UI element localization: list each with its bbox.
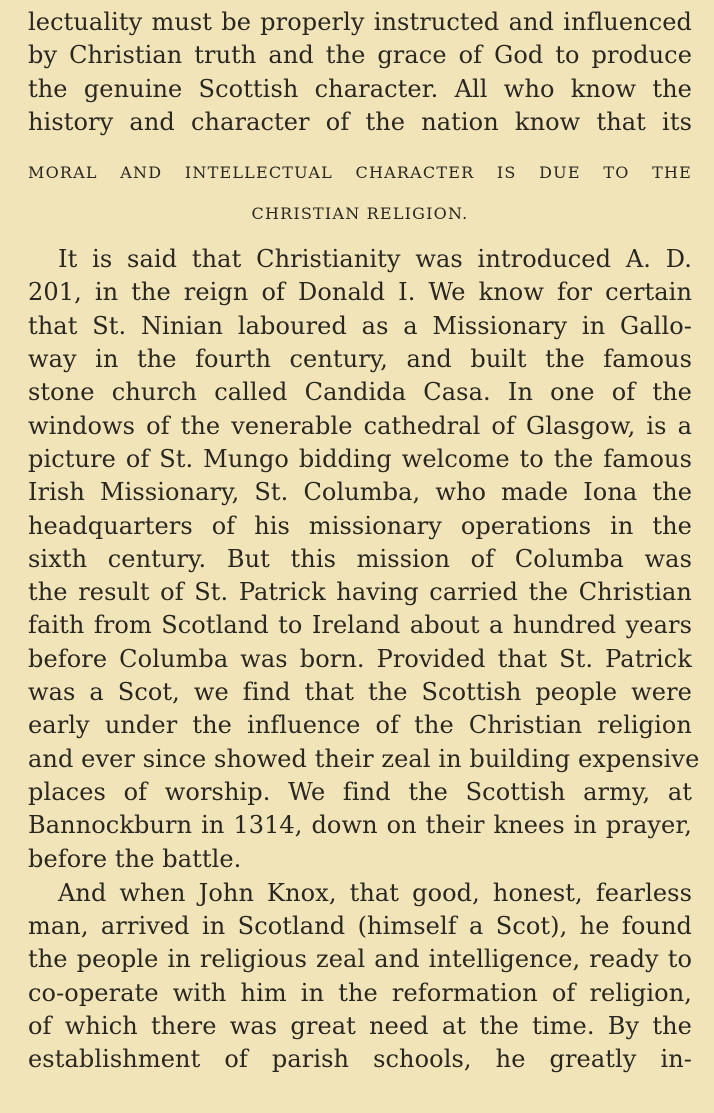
text-line: 201, in the reign of Donald I. We know for certain (28, 278, 692, 307)
text-line: windows of the venerable cathedral of Glasgow, is a (28, 411, 692, 440)
section-heading-line: CHRISTIAN RELIGION. (251, 204, 469, 224)
text-line: Bannockburn in 1314, down on their knees in prayer, (28, 811, 692, 840)
text-line: before Columba was born. Provided that St. Patrick (28, 644, 692, 673)
text-line: It is said that Christianity was introduced A. D. (58, 245, 692, 274)
text-line: stone church called Candida Casa. In one of the (28, 378, 692, 407)
text-line: sixth century. But this mission of Columba was (28, 544, 692, 573)
text-line: headquarters of his missionary operations in the (28, 511, 692, 540)
text-line: of which there was great need at the time. By the (28, 1012, 692, 1041)
text-line: and ever since showed their zeal in building expensive (28, 744, 700, 773)
text-line: the result of St. Patrick having carried the Christian (28, 578, 692, 607)
text-line: Irish Missionary, St. Columba, who made Iona the (28, 478, 692, 507)
text-line: picture of St. Mungo bidding welcome to the famous (28, 444, 692, 473)
text-line: that St. Ninian laboured as a Missionary in Gallo- (28, 311, 692, 340)
text-line: was a Scot, we find that the Scottish people were (28, 678, 692, 707)
text-line: early under the influence of the Christian religion (28, 711, 692, 740)
intro-text (28, 6, 692, 139)
text-line: the people in religious zeal and intelligence, ready to (28, 945, 692, 974)
text-line: And when John Knox, that good, honest, fearless (58, 878, 692, 907)
text-line: by Christian truth and the grace of God to produce (28, 41, 692, 70)
text-line: history and character of the nation know that its (28, 107, 692, 136)
text-line: places of worship. We find the Scottish army, at (28, 777, 692, 806)
section-heading-line: MORAL AND INTELLECTUAL CHARACTER IS DUE TO THE (28, 163, 692, 183)
text-line: way in the fourth century, and built the famous (28, 345, 692, 374)
text-line: the genuine Scottish character. All who know the (28, 74, 692, 103)
text-line: faith from Scotland to Ireland about a hundred years (28, 611, 692, 640)
section-heading (28, 163, 692, 223)
text-line: before the battle. (28, 844, 242, 873)
paragraph (28, 877, 692, 1077)
text-line: co-operate with him in the reformation of religion, (28, 978, 692, 1007)
text-line: man, arrived in Scotland (himself a Scot), he found (28, 912, 692, 941)
paragraph (28, 243, 700, 876)
text-line: establishment of parish schools, he greatly in- (28, 1045, 692, 1074)
text-line: lectuality must be properly instructed and influenced (28, 8, 692, 36)
